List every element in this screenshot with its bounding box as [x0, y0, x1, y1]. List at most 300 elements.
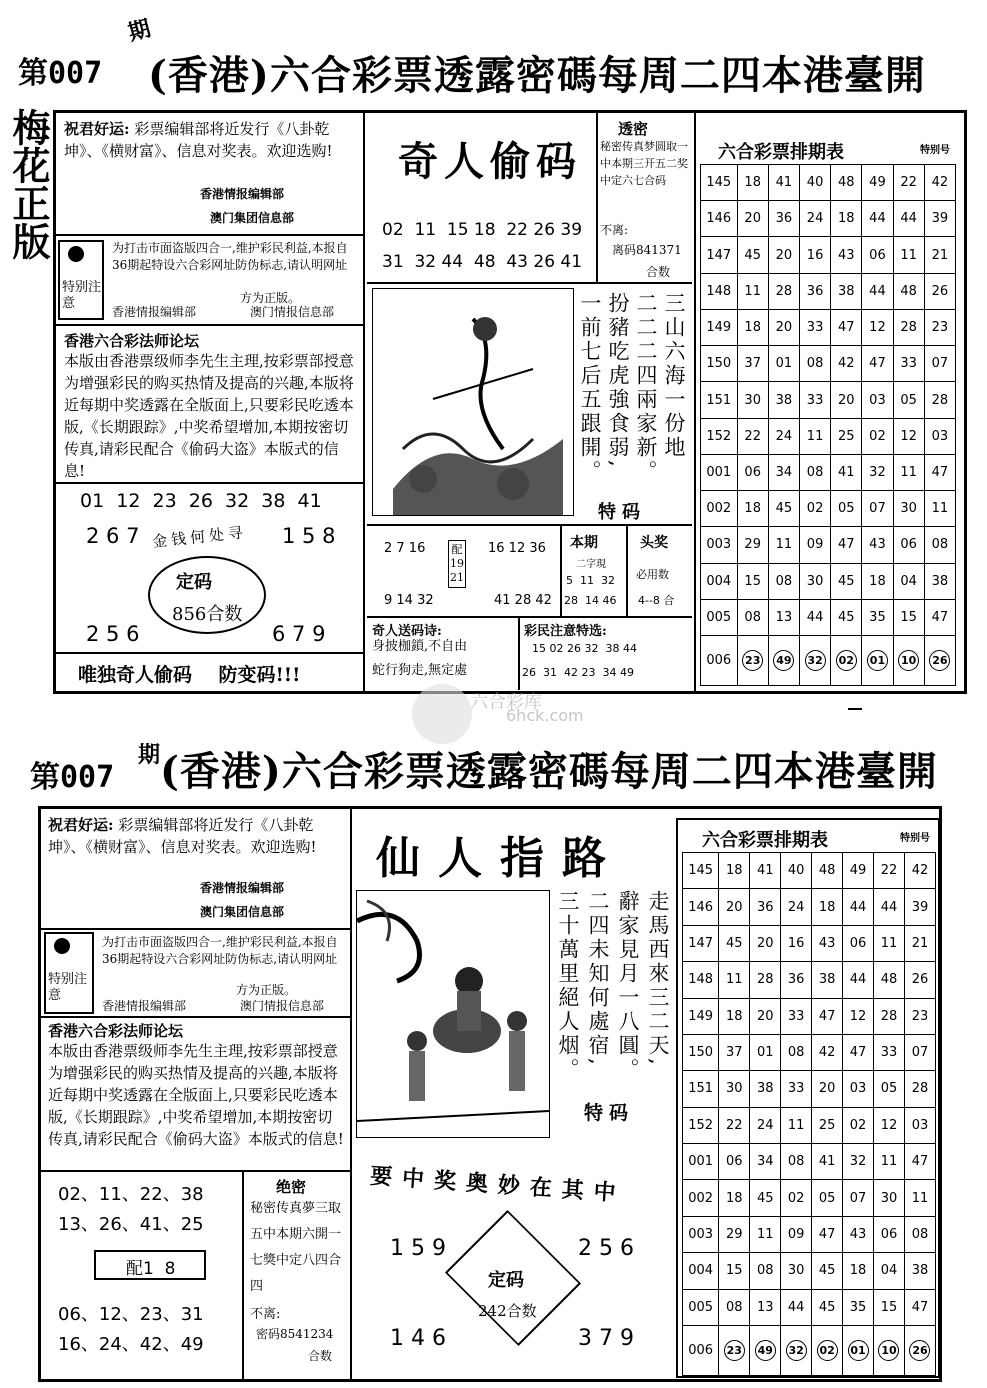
number-cell: 48	[874, 962, 905, 998]
table-title: 六合彩票排期表	[718, 142, 844, 163]
number-cell: 05	[893, 382, 924, 418]
number-cell: 29	[719, 1216, 750, 1252]
number-cell: 15	[874, 1289, 905, 1325]
table-row	[701, 563, 956, 599]
ball-cell	[904, 1325, 935, 1375]
issue-cell: 152	[683, 1107, 719, 1143]
bottom-issue-suffix: 期	[138, 742, 161, 768]
fixed-label: 定码	[488, 1270, 524, 1291]
number-cell: 24	[768, 418, 799, 454]
top-header-title: (香港)六合彩票透露密碼每周二四本港臺開	[148, 52, 926, 99]
number-cell: 28	[768, 273, 799, 309]
number-ball: 01	[867, 650, 888, 671]
send-title: 奇人送码诗:	[372, 624, 442, 639]
number-cell: 34	[750, 1144, 781, 1180]
divider	[40, 1016, 352, 1018]
number-cell: 22	[874, 853, 905, 889]
number-cell: 07	[843, 1180, 874, 1216]
number-cell: 47	[862, 346, 893, 382]
greeting-label: 祝君好运:	[64, 120, 130, 138]
number-cell: 20	[831, 382, 862, 418]
number-cell: 06	[893, 527, 924, 563]
attn-l2: 26 31 42 23 34 49	[522, 666, 634, 679]
number-cell: 18	[737, 165, 768, 201]
ball-cell	[812, 1325, 843, 1375]
number-cell: 02	[843, 1107, 874, 1143]
number-cell: 44	[893, 201, 924, 237]
number-cell: 37	[719, 1034, 750, 1070]
head-val: 4--8 合	[638, 594, 675, 607]
pei-label: 配1 8	[126, 1259, 176, 1279]
number-cell: 28	[874, 998, 905, 1034]
secret-text: 秘密传真梦圆取一中本期三开五二奖中定六七合码	[600, 140, 688, 187]
issue-cell: 147	[701, 237, 738, 273]
rider-scene-icon	[357, 891, 549, 1137]
forum-title: 香港六合彩法师论坛	[64, 332, 200, 350]
number-cell: 04	[893, 563, 924, 599]
issue-cell: 004	[701, 563, 738, 599]
table-row	[683, 998, 936, 1034]
table-row	[683, 1071, 936, 1107]
table-row	[683, 1180, 936, 1216]
issue-cell: 150	[683, 1034, 719, 1070]
number-cell: 47	[924, 599, 955, 635]
issue-cell: 150	[701, 346, 738, 382]
table-row	[701, 454, 956, 490]
table-row	[701, 527, 956, 563]
table-row	[701, 165, 956, 201]
table-row	[683, 925, 936, 961]
greeting-sign1: 香港情报编辑部	[200, 881, 285, 895]
table-row	[683, 853, 936, 889]
number-cell: 11	[893, 237, 924, 273]
ball-cell	[862, 636, 893, 686]
notice-label: 特别注意	[48, 972, 88, 1003]
number-cell: 18	[719, 998, 750, 1034]
number-cell: 08	[904, 1216, 935, 1252]
number-cell: 43	[812, 925, 843, 961]
number-cell: 01	[768, 346, 799, 382]
side-label: 梅花正版	[6, 108, 51, 260]
corner-tr: 2 5 6	[578, 1236, 634, 1261]
number-cell: 20	[768, 309, 799, 345]
number-cell: 30	[781, 1253, 812, 1289]
fixed-sum: 856合数	[172, 604, 243, 625]
number-cell: 43	[843, 1216, 874, 1252]
number-cell: 43	[862, 527, 893, 563]
attn-title: 彩民注意特选:	[524, 624, 607, 639]
number-ball: 10	[898, 650, 919, 671]
table-tag: 特别号	[900, 833, 930, 844]
list-l1: 02、11、22、38	[58, 1184, 204, 1205]
head-label: 头奖	[640, 535, 668, 551]
number-cell: 30	[719, 1071, 750, 1107]
number-cell: 12	[862, 309, 893, 345]
ball-cell	[874, 1325, 905, 1375]
number-cell: 43	[831, 237, 862, 273]
table-row	[683, 1253, 936, 1289]
number-cell: 33	[781, 1071, 812, 1107]
this-sub: 二字現	[576, 559, 606, 570]
divider	[55, 234, 365, 236]
number-cell: 11	[737, 273, 768, 309]
issue-cell: 003	[683, 1216, 719, 1252]
number-cell: 36	[781, 962, 812, 998]
tema-label: 特码	[584, 1102, 635, 1124]
number-cell: 41	[831, 454, 862, 490]
number-cell: 18	[719, 1180, 750, 1216]
notice-sign0: 方为正版。	[236, 983, 297, 997]
latest-row	[683, 1325, 936, 1375]
poem-col1: 走馬西來三二天,	[646, 890, 670, 1068]
issue-cell: 147	[683, 925, 719, 961]
greeting-sign2: 澳门集团信息部	[200, 905, 285, 919]
number-cell: 44	[862, 201, 893, 237]
number-cell: 26	[904, 962, 935, 998]
number-cell: 28	[750, 962, 781, 998]
number-cell: 45	[812, 1253, 843, 1289]
attn-l1: 15 02 26 32 38 44	[532, 642, 637, 655]
secret-title: 透密	[618, 120, 649, 138]
number-cell: 20	[737, 201, 768, 237]
number-cell: 38	[831, 273, 862, 309]
number-cell: 18	[831, 201, 862, 237]
list-box	[242, 1170, 246, 1380]
issue-cell: 002	[683, 1180, 719, 1216]
number-cell: 44	[843, 889, 874, 925]
ball-cell	[924, 636, 955, 686]
number-cell: 08	[737, 599, 768, 635]
table-row	[701, 273, 956, 309]
ball-cell	[893, 636, 924, 686]
greeting-text: 彩票编辑部将近发行《八卦乾坤》、《横财富》、信息对奖表。欢迎选购!	[64, 120, 333, 160]
bomb-icon	[68, 246, 84, 262]
number-cell: 35	[862, 599, 893, 635]
number-cell: 36	[799, 273, 830, 309]
notice-sign2: 澳门情报信息部	[250, 305, 335, 319]
send-l1: 身披枷鎖,不自由	[372, 639, 468, 654]
number-cell: 41	[768, 165, 799, 201]
divider	[40, 1170, 352, 1172]
number-ball: 01	[848, 1340, 869, 1361]
number-cell: 33	[893, 346, 924, 382]
notice-sign0: 方为正版。	[240, 291, 301, 305]
issue-cell: 006	[683, 1325, 719, 1375]
number-cell: 16	[781, 925, 812, 961]
notice-text: 为打击市面盗版四合一,维护彩民利益,本报自36期起特设六合彩网址防伪标志,请认明网址	[112, 241, 348, 272]
number-line: 01 12 23 26 32 38 41	[80, 490, 322, 512]
number-cell: 37	[737, 346, 768, 382]
schedule-table-top	[700, 164, 956, 686]
notice-sign1: 香港情报编辑部	[112, 305, 197, 319]
b-greeting	[48, 814, 344, 858]
number-cell: 30	[874, 1180, 905, 1216]
number-cell: 13	[768, 599, 799, 635]
list-l2: 13、26、41、25	[58, 1214, 204, 1235]
ball-cell	[843, 1325, 874, 1375]
number-cell: 33	[799, 382, 830, 418]
number-cell: 11	[874, 1144, 905, 1180]
number-cell: 48	[893, 273, 924, 309]
ball-cell	[768, 636, 799, 686]
number-cell: 11	[874, 925, 905, 961]
number-cell: 08	[799, 346, 830, 382]
number-cell: 06	[874, 1216, 905, 1252]
number-cell: 45	[768, 491, 799, 527]
number-cell: 20	[768, 237, 799, 273]
number-cell: 18	[737, 491, 768, 527]
issue-cell: 152	[701, 418, 738, 454]
number-cell: 38	[812, 962, 843, 998]
number-cell: 20	[719, 889, 750, 925]
number-cell: 11	[781, 1107, 812, 1143]
number-cell: 12	[893, 418, 924, 454]
number-cell: 22	[719, 1107, 750, 1143]
number-cell: 02	[781, 1180, 812, 1216]
number-cell: 09	[781, 1216, 812, 1252]
ball-cell	[750, 1325, 781, 1375]
number-ball: 10	[878, 1340, 899, 1361]
number-cell: 32	[843, 1144, 874, 1180]
number-cell: 42	[812, 1034, 843, 1070]
number-cell: 38	[768, 382, 799, 418]
number-ball: 02	[836, 650, 857, 671]
number-cell: 08	[799, 454, 830, 490]
corner-tl: 1 5 9	[390, 1236, 446, 1261]
number-cell: 45	[719, 925, 750, 961]
table-title: 六合彩票排期表	[702, 830, 828, 851]
number-cell: 47	[843, 1034, 874, 1070]
number-cell: 13	[750, 1289, 781, 1325]
number-cell: 21	[924, 237, 955, 273]
top-greeting	[64, 118, 354, 162]
greeting-sign1: 香港情报编辑部	[200, 187, 285, 201]
pair-left-top: 2 7 16	[384, 541, 426, 556]
number-cell: 18	[862, 563, 893, 599]
number-cell: 44	[843, 962, 874, 998]
issue-cell: 146	[683, 889, 719, 925]
issue-cell: 151	[683, 1071, 719, 1107]
number-cell: 30	[893, 491, 924, 527]
number-cell: 25	[812, 1107, 843, 1143]
number-cell: 28	[893, 309, 924, 345]
number-cell: 06	[843, 925, 874, 961]
table-row	[683, 962, 936, 998]
number-cell: 47	[812, 998, 843, 1034]
number-cell: 47	[924, 454, 955, 490]
arc-text: 要中奖奥妙在其中	[369, 1163, 627, 1207]
corner-tl: 2 6 7	[86, 524, 140, 548]
number-cell: 33	[781, 998, 812, 1034]
number-cell: 32	[862, 454, 893, 490]
number-cell: 40	[781, 853, 812, 889]
number-ball: 23	[742, 650, 763, 671]
send-l2: 蛇行狗走,無定處	[372, 663, 468, 678]
corner-br: 3 7 9	[578, 1326, 634, 1351]
ball-cell	[719, 1325, 750, 1375]
number-cell: 11	[799, 418, 830, 454]
issue-cell: 149	[683, 998, 719, 1034]
table-row	[701, 346, 956, 382]
schedule-table-bottom	[682, 852, 936, 1376]
number-cell: 18	[812, 889, 843, 925]
number-cell: 41	[750, 853, 781, 889]
dash-mark	[848, 708, 862, 710]
number-cell: 22	[893, 165, 924, 201]
divider	[55, 652, 365, 654]
divider	[367, 524, 692, 526]
number-cell: 29	[737, 527, 768, 563]
number-cell: 38	[750, 1071, 781, 1107]
forum-text: 本版由香港票级师李先生主理,按彩票部授意为增强彩民的购买热情及提高的兴趣,本版将近每期中奖透露在全版面上,只要彩民吃透本版,《长期跟踪》,中奖希望增加,本期按密切传真,请彩民配合《偷码大盗》本版式的信息!	[48, 1042, 344, 1148]
number-cell: 45	[831, 563, 862, 599]
secret-sum: 合数	[646, 265, 671, 279]
table-row	[701, 309, 956, 345]
forum-title: 香港六合彩法师论坛	[48, 1022, 184, 1040]
table-row	[701, 201, 956, 237]
number-cell: 07	[862, 491, 893, 527]
number-cell: 36	[768, 201, 799, 237]
number-cell: 47	[812, 1216, 843, 1252]
number-cell: 18	[737, 309, 768, 345]
number-cell: 20	[750, 925, 781, 961]
issue-cell: 149	[701, 309, 738, 345]
number-cell: 45	[831, 599, 862, 635]
pair-mid: 配 19 21	[448, 540, 466, 588]
issue-cell: 145	[683, 853, 719, 889]
number-cell: 06	[719, 1144, 750, 1180]
number-cell: 48	[831, 165, 862, 201]
greeting-label: 祝君好运:	[48, 816, 114, 834]
issue-cell: 002	[701, 491, 738, 527]
table-row	[683, 1034, 936, 1070]
number-cell: 22	[737, 418, 768, 454]
illustration-rider	[356, 890, 550, 1138]
number-cell: 30	[799, 563, 830, 599]
issue-cell: 145	[701, 165, 738, 201]
notice-label: 特别注意	[62, 280, 102, 311]
table-row	[701, 599, 956, 635]
divider	[55, 324, 365, 326]
poem-col4: 一前七后五跟開。	[578, 292, 602, 484]
issue-cell: 151	[701, 382, 738, 418]
number-cell: 08	[924, 527, 955, 563]
issue-cell: 005	[683, 1289, 719, 1325]
number-cell: 42	[831, 346, 862, 382]
notice-text: 为打击市面盗版四合一,维护彩民利益,本报自36期起特设六合彩网址防伪标志,请认明网址	[102, 935, 338, 966]
number-cell: 18	[843, 1253, 874, 1289]
issue-cell: 148	[701, 273, 738, 309]
number-cell: 12	[874, 1107, 905, 1143]
number-cell: 11	[904, 1180, 935, 1216]
number-ball: 49	[773, 650, 794, 671]
table-row	[683, 1107, 936, 1143]
number-cell: 07	[924, 346, 955, 382]
ball-cell	[781, 1325, 812, 1375]
number-cell: 18	[719, 853, 750, 889]
this-n1: 5 11 32	[566, 574, 615, 587]
poem-col3: 扮豬吃虎強食弱,	[606, 292, 630, 470]
secret-buli: 不离:	[600, 223, 629, 237]
number-cell: 47	[904, 1289, 935, 1325]
number-cell: 08	[719, 1289, 750, 1325]
center-nums1: 02 11 15 18 22 26 39	[382, 220, 583, 240]
secret-title: 绝密	[276, 1178, 307, 1196]
table-row	[683, 889, 936, 925]
table-row	[701, 237, 956, 273]
number-cell: 05	[874, 1071, 905, 1107]
number-cell: 34	[768, 454, 799, 490]
poem-col3: 二四未知何處宿,	[586, 890, 610, 1068]
notice-sign2: 澳门情报信息部	[240, 999, 325, 1013]
table-row	[683, 1216, 936, 1252]
list-l3: 06、12、23、31	[58, 1304, 204, 1325]
number-cell: 07	[904, 1034, 935, 1070]
number-cell: 21	[904, 925, 935, 961]
secret-code: 离码841371	[612, 243, 682, 257]
number-cell: 05	[831, 491, 862, 527]
number-cell: 49	[862, 165, 893, 201]
number-cell: 24	[799, 201, 830, 237]
number-cell: 08	[781, 1144, 812, 1180]
issue-cell: 005	[701, 599, 738, 635]
number-cell: 12	[843, 998, 874, 1034]
greeting-sign2: 澳门集团信息部	[210, 211, 295, 225]
fixed-label: 定码	[176, 572, 212, 593]
pair-right-top: 16 12 36	[488, 541, 546, 556]
number-cell: 49	[843, 853, 874, 889]
number-ball: 32	[786, 1340, 807, 1361]
secret-buli: 不离:	[250, 1307, 281, 1322]
number-cell: 04	[874, 1253, 905, 1289]
number-cell: 11	[768, 527, 799, 563]
number-cell: 39	[924, 201, 955, 237]
number-cell: 03	[924, 418, 955, 454]
number-cell: 24	[750, 1107, 781, 1143]
center-title: 仙人指路	[376, 833, 624, 884]
divider	[40, 928, 352, 930]
corner-br: 6 7 9	[272, 622, 326, 646]
number-cell: 28	[904, 1071, 935, 1107]
number-cell: 02	[862, 418, 893, 454]
number-cell: 11	[924, 491, 955, 527]
ball-cell	[831, 636, 862, 686]
number-cell: 38	[924, 563, 955, 599]
bottom-slogan: 唯独奇人偷码 防变码!!!	[78, 664, 301, 686]
number-cell: 06	[737, 454, 768, 490]
corner-bl: 1 4 6	[390, 1326, 446, 1351]
bomb-icon	[54, 938, 70, 954]
divider	[367, 616, 692, 618]
pair-right-bot: 41 28 42	[494, 593, 552, 608]
watermark-logo	[412, 684, 472, 744]
center-nums2: 31 32 44 48 43 26 41	[382, 252, 583, 272]
issue-cell: 006	[701, 636, 738, 686]
greeting-text: 彩票编辑部将近发行《八卦乾坤》、《横财富》、信息对奖表。欢迎选购!	[48, 816, 317, 856]
head-sub: 必用数	[636, 568, 669, 581]
forum-text: 本版由香港票级师李先生主理,按彩票部授意为增强彩民的购买热情及提高的兴趣,本版将近每期中奖透露在全版面上,只要彩民吃透本版,《长期跟踪》,中奖希望增加,本期按密切传真,请彩民配合《偷码大盗》本版式的信息!	[64, 352, 354, 480]
warrior-scene-icon	[373, 289, 573, 515]
poem-col2: 辭家見月一八圓。	[616, 890, 640, 1082]
center-title: 奇人偷码	[398, 138, 582, 185]
number-cell: 40	[799, 165, 830, 201]
watermark-site: 6hck.com	[506, 706, 584, 725]
number-cell: 03	[904, 1107, 935, 1143]
table-tag: 特别号	[920, 145, 950, 156]
latest-row	[701, 636, 956, 686]
poem-col4: 三十萬里絕人烟。	[556, 890, 580, 1082]
issue-cell: 004	[683, 1253, 719, 1289]
